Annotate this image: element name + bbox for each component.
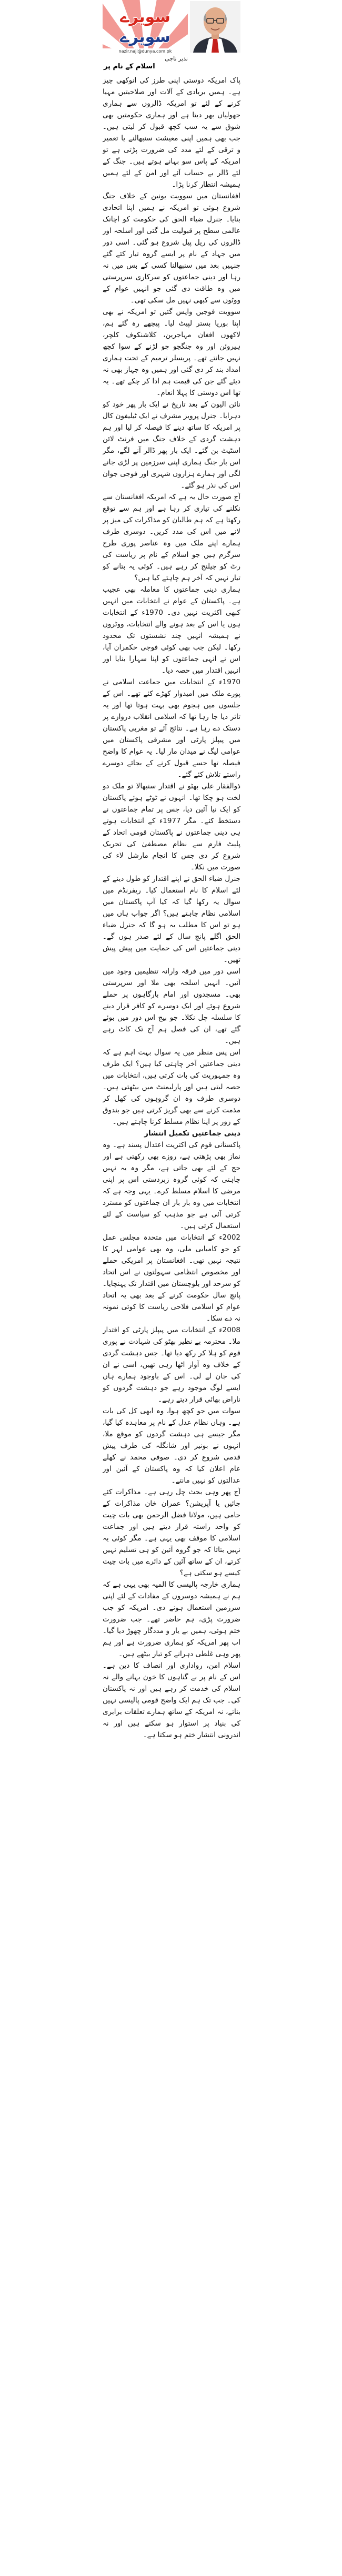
paragraph: اسلام امن، رواداری اور انصاف کا دین ہے۔ اس کے نام پر بے گناہوں کا خون بہانے والے نہ اسلام کی خدمت کر رہے ہیں اور نہ پاکستان کی۔ جب تک ہم ایک واضح قومی پالیسی نہیں بناتے، نہ امریکہ کے ساتھ ہمارے تعلقات برابری کی بنیاد پر استوار ہو سکتے ہیں اور نہ اندرونی انتشار ختم ہو سکتا ہے۔: [103, 1661, 240, 1739]
logo-bottom-text: سویرے: [120, 28, 170, 46]
column-header: [103, 0, 240, 74]
paragraph: ہماری دینی جماعتوں کا معاملہ بھی عجیب ہے۔ پاکستان کے عوام نے انتخابات میں انہیں کبھی اکثریت نہیں دی۔ 1970ء کے انتخابات ہوں یا اس کے بعد ہونے والے انتخابات، ووٹروں نے ہمیشہ انہیں چند نشستوں تک محدود رکھا۔ لیکن جب بھی کوئی فوجی حکمران آیا، اس نے انہی جماعتوں کو اپنا سہارا بنایا اور انہیں اقتدار میں حصہ دیا۔: [103, 585, 240, 675]
opinion-column: [103, 0, 240, 2576]
paragraph: 1970ء کے انتخابات میں جماعت اسلامی نے پورے ملک میں امیدوار کھڑے کئے تھے۔ اس کے جلسوں میں ہجوم بھی بہت ہوتا تھا اور یہ تاثر دیا جا رہا تھا کہ اسلامی انقلاب دروازے پر دستک دے رہا ہے۔ نتائج آئے تو مغربی پاکستان میں پیپلز پارٹی اور مشرقی پاکستان میں عوامی لیگ نے میدان مار لیا۔ یہ عوام کا واضح فیصلہ تھا جسے قبول کرنے کے بجائے دوسرے راستے تلاش کئے گئے۔: [103, 678, 240, 779]
paragraph: آج صورت حال یہ ہے کہ امریکہ افغانستان سے نکلنے کی تیاری کر رہا ہے اور ہم سے توقع رکھتا ہے کہ ہم طالبان کو مذاکرات کی میز پر لانے میں اس کی مدد کریں۔ دوسری طرف ہمارے اپنے ملک میں وہ عناصر پوری طرح سرگرم ہیں جو اسلام کے نام پر ریاست کی رٹ کو چیلنج کر رہے ہیں۔ کوئی یہ بتانے کو تیار نہیں کہ آخر ہم چاہتے کیا ہیں؟: [103, 493, 240, 582]
column-title: اسلام کے نام پر: [104, 63, 155, 70]
paragraph: آج پھر وہی بحث چل رہی ہے۔ مذاکرات کئے جائیں یا آپریشن؟ عمران خان مذاکرات کے حامی ہیں، مولانا فضل الرحمن بھی بات چیت کو واحد راستہ قرار دیتے ہیں اور جماعت اسلامی کا موقف بھی یہی ہے۔ مگر کوئی یہ نہیں بتاتا کہ جو گروہ آئین کو ہی تسلیم نہیں کرتے، ان کے ساتھ آئین کے دائرے میں بات چیت کیسے ہو سکتی ہے؟: [103, 1488, 240, 1577]
paragraph: پاکستانی قوم کی اکثریت اعتدال پسند ہے۔ وہ نماز بھی پڑھتی ہے، روزے بھی رکھتی ہے اور حج کے لئے بھی جاتی ہے، مگر وہ یہ نہیں چاہتی کہ کوئی گروہ زبردستی اس پر اپنی مرضی کا اسلام مسلط کرے۔ یہی وجہ ہے کہ انتخابات میں وہ بار بار ان جماعتوں کو مسترد کرتی آئی ہے جو مذہب کو سیاست کے لئے استعمال کرتی ہیں۔: [103, 1141, 240, 1230]
paragraph: سوات میں جو کچھ ہوا، وہ ابھی کل کی بات ہے۔ وہاں نظام عدل کے نام پر معاہدہ کیا گیا، مگر جیسے ہی دہشت گردوں کو موقع ملا، انہوں نے بونیر اور شانگلہ کی طرف پیش قدمی شروع کر دی۔ صوفی محمد نے کھلے عام اعلان کیا کہ وہ پاکستان کے آئین اور عدالتوں کو نہیں مانتے۔: [103, 1407, 240, 1485]
paragraph: اس پس منظر میں یہ سوال بہت اہم ہے کہ دینی جماعتیں آخر چاہتی کیا ہیں؟ ایک طرف وہ جمہوریت کی بات کرتی ہیں، انتخابات میں حصہ لیتی ہیں اور پارلیمنٹ میں بیٹھتی ہیں۔ دوسری طرف وہ ان گروہوں کی کھل کر مذمت کرنے سے بھی گریز کرتی ہیں جو بندوق کے زور پر اپنا نظام مسلط کرنا چاہتے ہیں۔: [103, 1048, 240, 1126]
author-name: نذیر ناجی: [165, 55, 188, 62]
paragraph: افغانستان میں سوویت یونین کے خلاف جنگ شروع ہوئی تو امریکہ نے ہمیں اپنا اتحادی بنایا۔ جنرل ضیاء الحق کی حکومت کو اچانک عالمی سطح پر قبولیت مل گئی اور اسلحہ اور ڈالروں کی ریل پیل شروع ہو گئی۔ اسی دور میں جہاد کے نام پر ایسے گروہ تیار کئے گئے جنہیں بعد میں سنبھالنا کسی کے بس میں نہ رہا اور دینی جماعتوں کو سرکاری سرپرستی میں وہ طاقت دی گئی جو انہیں عوام کے ووٹوں سے کبھی نہیں مل سکی تھی۔: [103, 192, 240, 305]
paragraph: جنرل ضیاء الحق نے اپنے اقتدار کو طول دینے کے لئے اسلام کا نام استعمال کیا۔ ریفرنڈم میں سوال یہ رکھا گیا کہ کیا آپ پاکستان میں اسلامی نظام چاہتے ہیں؟ اگر جواب ہاں میں ہو تو اس کا مطلب یہ ہو گا کہ جنرل ضیاء الحق اگلے پانچ سال کے لئے صدر ہوں گے۔ دینی جماعتیں اس کی حمایت میں پیش پیش تھیں۔: [103, 875, 240, 964]
paragraph: سوویت فوجیں واپس گئیں تو امریکہ نے بھی اپنا بوریا بستر لپیٹ لیا۔ پیچھے رہ گئے ہم، لاکھوں افغان مہاجرین، کلاشنکوف کلچر، ہیروئن اور وہ جنگجو جو لڑنے کے سوا کچھ نہیں جانتے تھے۔ پریسلر ترمیم کے تحت ہماری امداد بند کر دی گئی اور ہمیں وہ جہاز بھی نہ دیئے گئے جن کی قیمت ہم ادا کر چکے تھے۔ یہ تھا اس دوستی کا پہلا انعام۔: [103, 308, 240, 397]
column-body: [103, 75, 240, 2572]
pull-quote: دینی جماعتیں تکمیل انتشار: [144, 1129, 240, 1138]
paragraph: ذوالفقار علی بھٹو نے اقتدار سنبھالا تو ملک دو لخت ہو چکا تھا۔ انہوں نے ٹوٹے ہوئے پاکستان کو ایک نیا آئین دیا، جس پر تمام جماعتوں نے دستخط کئے۔ مگر 1977ء کے انتخابات ہوتے ہی دینی جماعتوں نے پاکستان قومی اتحاد کے پلیٹ فارم سے نظام مصطفیٰ کی تحریک شروع کر دی جس کا انجام مارشل لاء کی صورت میں نکلا۔: [103, 782, 240, 871]
logo-top-text: سویرے: [120, 8, 170, 26]
paragraph: پاک امریکہ دوستی اپنی طرز کی انوکھی چیز ہے۔ ہمیں بربادی کے آلات اور صلاحیتیں مہیا کرنے کے لئے تو امریکہ ڈالروں سے ہماری جھولیاں بھر دیتا ہے اور ہماری حکومتیں بھی شوق سے یہ سب کچھ قبول کر لیتی ہیں۔ جب بھی ہمیں اپنی معیشت سنبھالنے یا تعمیر و ترقی کے لئے مدد کی ضرورت پڑتی ہے تو امریکہ کے پاس سو بہانے ہوتے ہیں۔ جنگ کے لئے ڈالر بے حساب آئے اور امن کے لئے ہمیں ہمیشہ انتظار کرنا پڑا۔: [103, 76, 240, 189]
paragraph: نائن الیون کے بعد تاریخ نے ایک بار پھر خود کو دہرایا۔ جنرل پرویز مشرف نے ایک ٹیلیفون کال پر امریکہ کا ساتھ دینے کا فیصلہ کر لیا اور ہم دہشت گردی کے خلاف جنگ میں فرنٹ لائن اسٹیٹ بن گئے۔ ایک بار پھر ڈالر آنے لگے، مگر اس بار جنگ ہماری اپنی سرزمین پر لڑی جانے لگی اور ہمارے ہزاروں شہری اور فوجی جوان اس کی نذر ہو گئے۔: [103, 400, 240, 490]
paragraph: 2008ء کے انتخابات میں پیپلز پارٹی کو اقتدار ملا۔ محترمہ بے نظیر بھٹو کی شہادت نے پوری قوم کو ہلا کر رکھ دیا تھا۔ جس دہشت گردی کے خلاف وہ آواز اٹھا رہی تھیں، اسی نے ان کی جان لے لی۔ اس کے باوجود ہمارے ہاں ایسے لوگ موجود رہے جو دہشت گردوں کو ناراض بھائی قرار دیتے رہے۔: [103, 1326, 240, 1404]
author-photo: [190, 1, 240, 53]
paragraph: ہماری خارجہ پالیسی کا المیہ بھی یہی ہے کہ ہم نے ہمیشہ دوسروں کے مفادات کے لئے اپنی سرزمین استعمال ہونے دی۔ امریکہ کو جب ضرورت پڑی، ہم حاضر تھے۔ جب ضرورت ختم ہوئی، ہمیں بے یار و مددگار چھوڑ دیا گیا۔ اب پھر امریکہ کو ہماری ضرورت ہے اور ہم پھر وہی غلطی دہرانے کو تیار بیٹھے ہیں۔: [103, 1580, 240, 1658]
paragraph: 2002ء کے انتخابات میں متحدہ مجلس عمل کو جو کامیابی ملی، وہ بھی عوامی لہر کا نتیجہ نہیں تھی۔ افغانستان پر امریکی حملے اور مخصوص انتظامی سہولتوں نے اس اتحاد کو سرحد اور بلوچستان میں اقتدار تک پہنچایا۔ پانچ سال حکومت کرنے کے بعد بھی یہ اتحاد عوام کو اسلامی فلاحی ریاست کا کوئی نمونہ نہ دے سکا۔: [103, 1233, 240, 1323]
column-logo: [103, 0, 188, 48]
paragraph: اسی دور میں فرقہ وارانہ تنظیمیں وجود میں آئیں۔ انہیں اسلحہ بھی ملا اور سرپرستی بھی۔ مسجدوں اور امام بارگاہوں پر حملے شروع ہوئے اور ایک دوسرے کو کافر قرار دینے کا سلسلہ چل نکلا۔ جو بیج اس دور میں بوئے گئے تھے، ان کی فصل ہم آج تک کاٹ رہے ہیں۔: [103, 967, 240, 1045]
author-email: nazir.naji@dunya.com.pk: [118, 49, 172, 54]
